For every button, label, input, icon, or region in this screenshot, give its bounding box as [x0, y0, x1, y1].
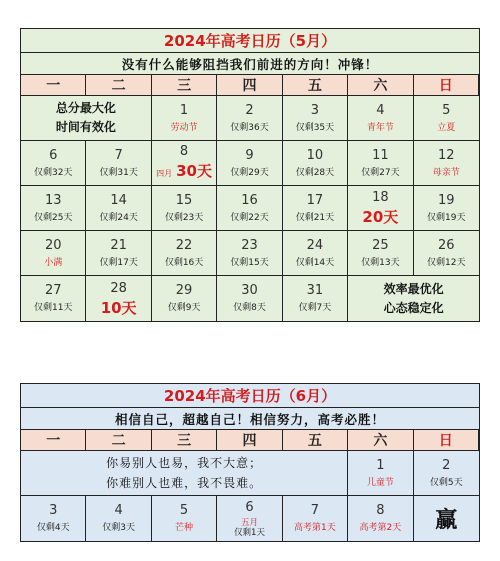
day-cell — [217, 141, 282, 186]
day-number: 15 — [175, 192, 193, 208]
day-cell — [152, 496, 217, 541]
day-number: 11 — [372, 147, 389, 163]
day-number: 1 — [179, 102, 189, 118]
june-grid — [21, 430, 479, 541]
day-note: 仅剩27天 — [361, 167, 400, 178]
day-number: 6 — [245, 499, 254, 515]
day-note: 仅剩19天 — [427, 212, 466, 223]
win-character: 赢 — [435, 507, 458, 533]
day-note: 仅剩7天 — [298, 303, 332, 313]
day-note: 仅剩28天 — [295, 167, 335, 178]
day-cell — [283, 186, 348, 231]
weekday-wed: 三 — [152, 430, 217, 451]
may-slogan-row — [21, 53, 479, 75]
day-number: 6 — [49, 147, 58, 163]
day-number: 9 — [245, 147, 254, 163]
day-number: 17 — [306, 192, 324, 208]
day-cell — [86, 141, 151, 186]
day-number: 13 — [44, 192, 62, 208]
day-cell — [217, 496, 282, 541]
day-note: 仅剩15天 — [230, 257, 269, 268]
day-cell — [21, 141, 86, 186]
weekday-tue: 二 — [86, 75, 151, 96]
day-number: 19 — [438, 192, 455, 208]
day-note: 高考第2天 — [359, 523, 402, 533]
day-cell — [152, 96, 217, 141]
day-number: 31 — [306, 283, 324, 298]
weekday-sat: 六 — [348, 75, 413, 96]
june-title-row — [21, 384, 479, 408]
day-note: 仅剩1天 — [234, 527, 265, 538]
day-number: 7 — [114, 147, 123, 163]
day-number: 30 — [241, 283, 258, 298]
weekday-fri: 五 — [283, 430, 348, 451]
day-number: 29 — [175, 283, 193, 298]
june-motto — [21, 451, 348, 496]
may-slogan: 没有什么能够阻挡我们前进的方向！冲锋！ — [121, 56, 379, 72]
day-cell — [21, 186, 86, 231]
may-motto-line-2: 时间有效化 — [55, 120, 116, 134]
day-cell — [152, 231, 217, 276]
day-number: 26 — [438, 237, 455, 253]
day-number: 4 — [114, 503, 123, 518]
may-motto-line-3: 效率最优化 — [383, 281, 444, 296]
day-cell — [152, 186, 217, 231]
day-number: 5 — [442, 102, 451, 118]
day-note: 20天 — [362, 208, 399, 226]
day-cell — [152, 141, 217, 186]
day-number: 22 — [175, 237, 193, 253]
day-number: 8 — [179, 143, 189, 159]
day-cell — [217, 186, 282, 231]
day-number: 25 — [372, 237, 389, 253]
may-title: 2024年高考日历（5月） — [163, 32, 337, 50]
day-note: 仅剩4天 — [36, 523, 70, 533]
day-number: 23 — [241, 237, 258, 253]
win-cell — [414, 496, 479, 541]
day-cell — [21, 276, 86, 321]
day-cell — [414, 451, 479, 496]
day-number: 12 — [438, 147, 455, 163]
weekday-wed: 三 — [152, 75, 217, 96]
day-note: 仅剩16天 — [164, 257, 204, 268]
day-note: 仅剩29天 — [230, 167, 269, 178]
day-note: 仅剩11天 — [33, 303, 73, 313]
day-note: 仅剩35天 — [295, 122, 335, 133]
day-note: 仅剩23天 — [164, 212, 204, 223]
day-note: 仅剩31天 — [99, 167, 138, 178]
day-number: 2 — [442, 457, 451, 473]
day-note: 立夏 — [437, 122, 456, 133]
day-cell — [283, 231, 348, 276]
day-cell — [348, 141, 413, 186]
weekday-tue: 二 — [86, 430, 151, 451]
day-cell — [217, 96, 282, 141]
day-number: 27 — [44, 283, 62, 298]
day-number: 2 — [245, 102, 254, 118]
june-slogan: 相信自己，超越自己！相信努力，高考必胜！ — [114, 411, 385, 427]
day-cell — [283, 496, 348, 541]
may-motto-line-1: 总分最大化 — [55, 101, 116, 115]
weekday-fri: 五 — [283, 75, 348, 96]
day-number: 1 — [376, 457, 385, 473]
weekday-sun: 日 — [414, 430, 479, 451]
day-note: 仅剩36天 — [230, 122, 269, 133]
day-number: 8 — [376, 503, 385, 518]
day-note: 儿童节 — [366, 477, 394, 488]
day-note: 高考第1天 — [294, 523, 336, 533]
day-cell — [414, 96, 479, 141]
may-title-row — [21, 29, 479, 53]
day-cell — [348, 496, 413, 541]
day-note-prefix: 五月 — [240, 517, 258, 528]
june-motto-line-2: 你难别人也难，我不畏难。 — [106, 476, 263, 490]
day-note: 仅剩5天 — [429, 477, 463, 488]
day-cell — [414, 231, 479, 276]
day-number: 10 — [306, 147, 324, 163]
day-number: 3 — [49, 503, 58, 518]
day-cell — [21, 496, 86, 541]
day-cell — [86, 186, 151, 231]
weekday-thu: 四 — [217, 75, 282, 96]
june-motto-line-1: 你易别人也易，我不大意； — [106, 456, 263, 470]
day-note: 劳动节 — [170, 122, 198, 133]
weekday-thu: 四 — [217, 430, 282, 451]
may-calendar — [20, 28, 480, 322]
day-countdown: 30天 — [176, 161, 212, 180]
day-note: 仅剩8天 — [233, 303, 266, 313]
day-cell — [348, 451, 413, 496]
day-note: 仅剩25天 — [33, 212, 73, 223]
weekday-sat: 六 — [348, 430, 413, 451]
day-number: 4 — [376, 102, 385, 118]
may-motto-line-4: 心态稳定化 — [383, 300, 444, 315]
day-note: 仅剩3天 — [102, 523, 135, 533]
day-cell — [283, 96, 348, 141]
day-note: 青年节 — [366, 122, 394, 133]
day-cell — [21, 231, 86, 276]
june-slogan-row — [21, 408, 479, 430]
day-cell — [414, 141, 479, 186]
day-note-prefix: 四月 — [156, 168, 173, 178]
day-cell — [86, 231, 151, 276]
day-number: 21 — [110, 237, 127, 253]
day-cell — [86, 496, 151, 541]
may-grid — [21, 75, 479, 321]
day-number: 14 — [110, 192, 127, 208]
day-number: 3 — [310, 102, 320, 118]
day-number: 7 — [310, 503, 320, 518]
day-cell — [348, 186, 413, 231]
weekday-mon: 一 — [21, 430, 86, 451]
day-cell — [86, 276, 151, 321]
day-cell — [348, 96, 413, 141]
day-number: 18 — [372, 190, 389, 205]
weekday-sun: 日 — [414, 75, 479, 96]
day-cell — [152, 276, 217, 321]
day-note: 仅剩24天 — [99, 212, 138, 223]
day-cell — [414, 186, 479, 231]
day-number: 28 — [110, 280, 127, 296]
day-note: 仅剩12天 — [427, 257, 466, 268]
day-cell — [283, 141, 348, 186]
day-number: 16 — [241, 192, 258, 208]
day-note: 芒种 — [175, 523, 194, 533]
day-cell — [217, 231, 282, 276]
weekday-mon: 一 — [21, 75, 86, 96]
day-note: 仅剩17天 — [99, 257, 138, 268]
day-number: 20 — [44, 237, 62, 253]
day-note: 仅剩22天 — [230, 212, 269, 223]
day-cell — [217, 276, 282, 321]
may-motto-bottom — [348, 276, 479, 321]
day-note: 仅剩32天 — [33, 167, 73, 178]
june-calendar — [20, 383, 480, 542]
day-note: 10天 — [100, 298, 137, 317]
day-number: 5 — [179, 503, 189, 518]
day-note: 仅剩14天 — [295, 257, 335, 268]
day-note: 仅剩13天 — [361, 257, 400, 268]
day-note: 仅剩9天 — [167, 303, 201, 313]
day-note: 仅剩21天 — [295, 212, 335, 223]
june-title: 2024年高考日历（6月） — [163, 387, 337, 405]
day-cell — [283, 276, 348, 321]
may-motto-top — [21, 96, 152, 141]
day-number: 24 — [306, 237, 324, 253]
day-cell — [348, 231, 413, 276]
day-note: 小满 — [44, 257, 63, 268]
day-note: 母亲节 — [432, 167, 460, 178]
day-note — [156, 162, 212, 183]
